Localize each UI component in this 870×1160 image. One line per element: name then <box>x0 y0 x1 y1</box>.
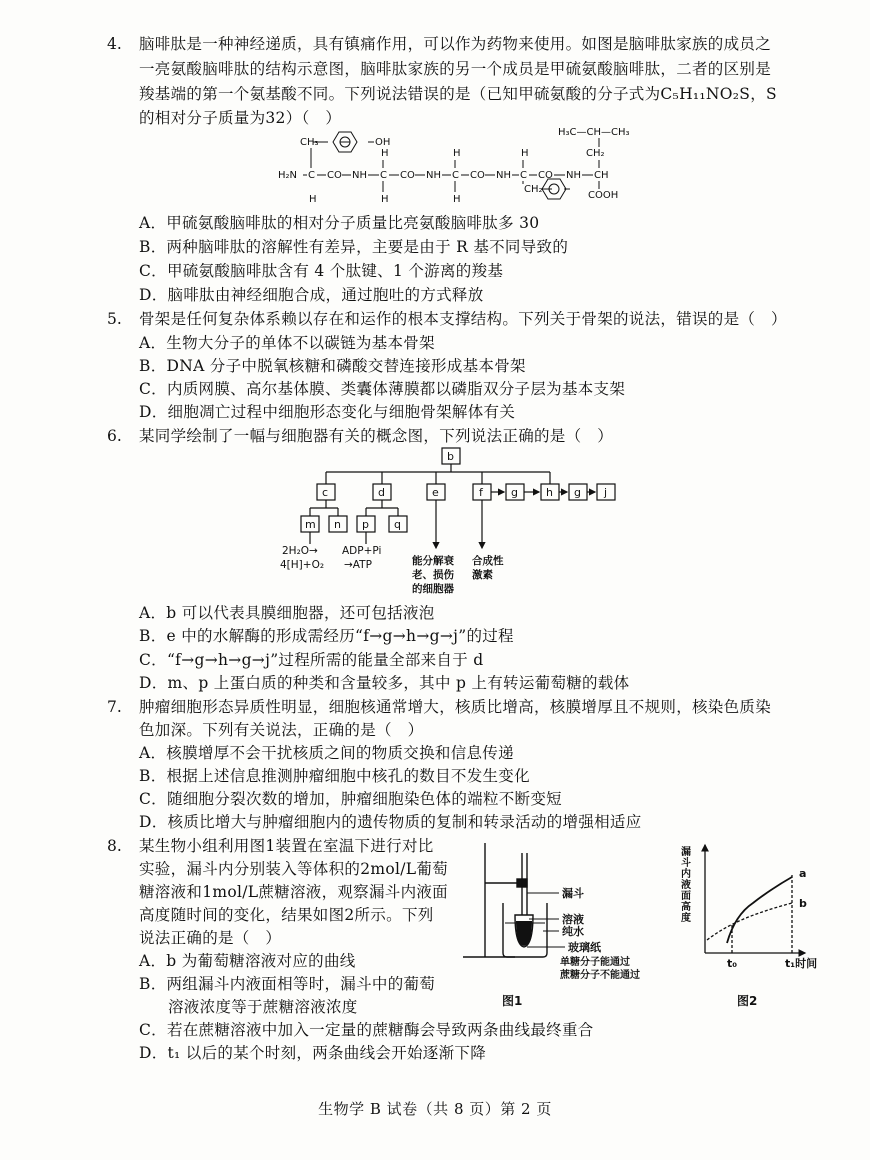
node-h-label: h <box>546 486 553 499</box>
q6-option-a[interactable]: A．b 可以代表具膜细胞器，还可包括液泡 <box>139 604 435 622</box>
q8-stem-line-5: 说法正确的是（ ） <box>139 929 282 947</box>
struct-ch2-b: CH₂ <box>524 184 543 195</box>
q7-stem-line-1: 肿瘤细胞形态异质性明显，细胞核通常增大，核质比增高，核膜增厚且不规则，核染色质染 <box>139 698 772 716</box>
enkephalin-structure-diagram <box>270 120 640 210</box>
q4-option-c[interactable]: C．甲硫氨酸脑啡肽含有 4 个肽键、1 个游离的羧基 <box>139 262 504 280</box>
struct-ch: CH <box>594 170 609 181</box>
fig2-ylabel-1: 漏 <box>681 847 691 858</box>
fig2-ylabel-4: 液 <box>681 880 691 891</box>
note-p-2: →ATP <box>344 559 372 571</box>
fig1-label-solution: 溶液 <box>562 913 584 926</box>
q6-option-d[interactable]: D．m、p 上蛋白质的种类和含量较多，其中 p 上有转运葡萄糖的载体 <box>139 674 630 692</box>
struct-c4: C <box>520 170 527 181</box>
fig2-ylabel-2: 斗 <box>681 858 691 869</box>
struct-h-1: H <box>309 194 317 205</box>
note-p-1: ADP+Pi <box>342 545 382 557</box>
q4-option-b[interactable]: B．两种脑啡肽的溶解性有差异，主要是由于 R 基不同导致的 <box>139 238 569 256</box>
fig2-curve-b-label: b <box>799 897 807 910</box>
fig2-caption: 图2 <box>737 994 758 1008</box>
q8-option-b-cont: 溶液浓度等于蔗糖溶液浓度 <box>168 998 358 1016</box>
q5-stem-line-1: 骨架是任何复杂体系赖以存在和运作的根本支撑结构。下列关于骨架的说法，错误的是（ ） <box>139 310 787 328</box>
q5-option-c[interactable]: C．内质网膜、高尔基体膜、类囊体薄膜都以磷脂双分子层为基本支架 <box>139 380 626 398</box>
q4-option-a[interactable]: A．甲硫氨酸脑啡肽的相对分子质量比亮氨酸脑啡肽多 30 <box>139 214 540 232</box>
struct-h2n: H₂N <box>278 170 298 181</box>
q8-option-a[interactable]: A．b 为葡萄糖溶液对应的曲线 <box>139 952 356 970</box>
figure-2-liquid-level-graph <box>675 835 825 1010</box>
node-q-label: q <box>394 518 401 531</box>
struct-h-3: H <box>381 194 389 205</box>
q7-option-b[interactable]: B．根据上述信息推测肿瘤细胞中核孔的数目不发生变化 <box>139 767 530 785</box>
q4-stem-line-1: 脑啡肽是一种神经递质，具有镇痛作用，可以作为药物来使用。如图是脑啡肽家族的成员之 <box>139 35 772 53</box>
node-d-label: d <box>378 486 385 499</box>
note-f-2: 激素 <box>472 569 493 581</box>
struct-h-4: H <box>453 148 461 159</box>
struct-ch2-a: CH₂ <box>586 148 605 159</box>
fig2-ylabel-5: 面 <box>681 891 691 902</box>
struct-cooh: COOH <box>588 190 619 201</box>
struct-co3: CO <box>470 170 485 181</box>
node-m-label: m <box>305 518 316 531</box>
struct-h-2: H <box>381 148 389 159</box>
q8-stem-line-1: 某生物小组利用图1装置在室温下进行对比 <box>139 837 434 855</box>
fig1-label-paper: 玻璃纸 <box>568 941 601 954</box>
q8-number: 8. <box>107 837 122 855</box>
q4-stem-line-3: 羧基端的第一个氨基酸不同。下列说法错误的是（已知甲硫氨酸的分子式为C₅H₁₁NO₂S，S <box>139 85 777 103</box>
node-g1-label: g <box>511 486 518 499</box>
q4-option-d[interactable]: D．脑啡肽由神经细胞合成，通过胞吐的方式释放 <box>139 286 484 304</box>
q8-stem-line-2: 实验，漏斗内分别装入等体积的2mol/L葡萄 <box>139 860 448 878</box>
q7-option-d[interactable]: D．核质比增大与肿瘤细胞内的遗传物质的复制和转录活动的增强相适应 <box>139 813 642 831</box>
q6-number: 6. <box>107 427 122 445</box>
fig2-curve-a-label: a <box>799 867 807 880</box>
struct-h-6: H <box>521 148 529 159</box>
fig2-ylabel-3: 内 <box>681 869 691 880</box>
note-e-2: 老、损伤 <box>412 569 454 581</box>
struct-isobutyl: H₃C—CH—CH₃ <box>558 127 630 138</box>
struct-c3: C <box>452 170 459 181</box>
q5-option-b[interactable]: B．DNA 分子中脱氧核糖和磷酸交替连接形成基本骨架 <box>139 357 526 375</box>
node-c-label: c <box>322 486 329 499</box>
fig2-t0-label: t₀ <box>727 957 738 970</box>
struct-nh2: NH <box>426 170 441 181</box>
q6-option-c[interactable]: C．“f→g→h→g→j”过程所需的能量全部来自于 d <box>139 651 484 669</box>
node-g2-label: g <box>574 486 581 499</box>
q8-option-c[interactable]: C．若在蔗糖溶液中加入一定量的蔗糖酶会导致两条曲线最终重合 <box>139 1021 594 1039</box>
q7-number: 7. <box>107 698 122 716</box>
struct-co1: CO <box>327 170 342 181</box>
q8-stem-line-4: 高度随时间的变化，结果如图2所示。下列 <box>139 906 434 924</box>
q6-option-b[interactable]: B．e 中的水解酶的形成需经历“f→g→h→g→j”的过程 <box>139 627 514 645</box>
q7-option-a[interactable]: A．核膜增厚不会干扰核质之间的物质交换和信息传递 <box>139 744 514 762</box>
q6-stem-line-1: 某同学绘制了一幅与细胞器有关的概念图，下列说法正确的是（ ） <box>139 427 614 445</box>
q4-stem-line-2: 一亮氨酸脑啡肽的结构示意图，脑啡肽家族的另一个成员是甲硫氨酸脑啡肽，二者的区别是 <box>139 60 772 78</box>
q5-option-d[interactable]: D．细胞凋亡过程中细胞形态变化与细胞骨架解体有关 <box>139 403 516 421</box>
organelle-concept-map <box>270 440 640 600</box>
struct-h-5: H <box>453 194 461 205</box>
fig1-label-water: 纯水 <box>562 925 584 938</box>
struct-c2: C <box>380 170 387 181</box>
struct-nh4: NH <box>566 170 581 181</box>
q8-option-b[interactable]: B．两组漏斗内液面相等时，漏斗中的葡萄 <box>139 975 436 993</box>
q5-option-a[interactable]: A．生物大分子的单体不以碳链为基本骨架 <box>139 334 435 352</box>
q7-option-c[interactable]: C．随细胞分裂次数的增加，肿瘤细胞染色体的端粒不断变短 <box>139 790 562 808</box>
note-m-2: 4[H]+O₂ <box>280 559 325 571</box>
fig1-label-funnel: 漏斗 <box>562 887 584 900</box>
fig1-caption: 图1 <box>502 994 523 1008</box>
fig1-note-1: 单糖分子能通过 <box>560 957 630 968</box>
node-f-label: f <box>479 486 483 499</box>
node-b-label: b <box>447 450 454 463</box>
q8-option-d[interactable]: D．t₁ 以后的某个时刻，两条曲线会开始逐渐下降 <box>139 1044 486 1062</box>
node-n-label: n <box>334 518 341 531</box>
struct-c1: C <box>308 170 315 181</box>
q7-stem-line-2: 色加深。下列有关说法，正确的是（ ） <box>139 721 424 739</box>
struct-co2: CO <box>400 170 415 181</box>
note-e-1: 能分解衰 <box>412 555 454 567</box>
struct-nh1: NH <box>352 170 367 181</box>
curve-a-path <box>727 877 792 943</box>
figure-1-osmosis-apparatus <box>455 835 670 1010</box>
fig1-note-2: 蔗糖分子不能通过 <box>560 970 640 981</box>
fig2-ylabel-7: 度 <box>681 913 691 924</box>
struct-nh3: NH <box>496 170 511 181</box>
q4-stem-line-4: 的相对分子质量为32）（ ） <box>139 109 342 127</box>
note-e-3: 的细胞器 <box>412 583 454 595</box>
note-f-1: 合成性 <box>472 555 504 567</box>
note-m-1: 2H₂O→ <box>282 545 318 557</box>
q4-number: 4. <box>107 35 122 53</box>
page-footer: 生物学 B 试卷（共 8 页）第 2 页 <box>318 1100 552 1118</box>
q5-number: 5. <box>107 310 122 328</box>
struct-co4: CO <box>538 170 553 181</box>
node-j-label: j <box>604 486 608 499</box>
node-p-label: p <box>362 518 369 531</box>
q8-stem-line-3: 糖溶液和1mol/L蔗糖溶液，观察漏斗内液面 <box>139 883 448 901</box>
struct-oh: OH <box>375 137 391 148</box>
curve-b-path <box>707 903 792 940</box>
node-e-label: e <box>432 486 439 499</box>
struct-ch3: CH₃ <box>300 137 319 148</box>
fig2-t1-label: t₁时间 <box>785 957 818 970</box>
fig2-ylabel-6: 高 <box>681 902 691 913</box>
